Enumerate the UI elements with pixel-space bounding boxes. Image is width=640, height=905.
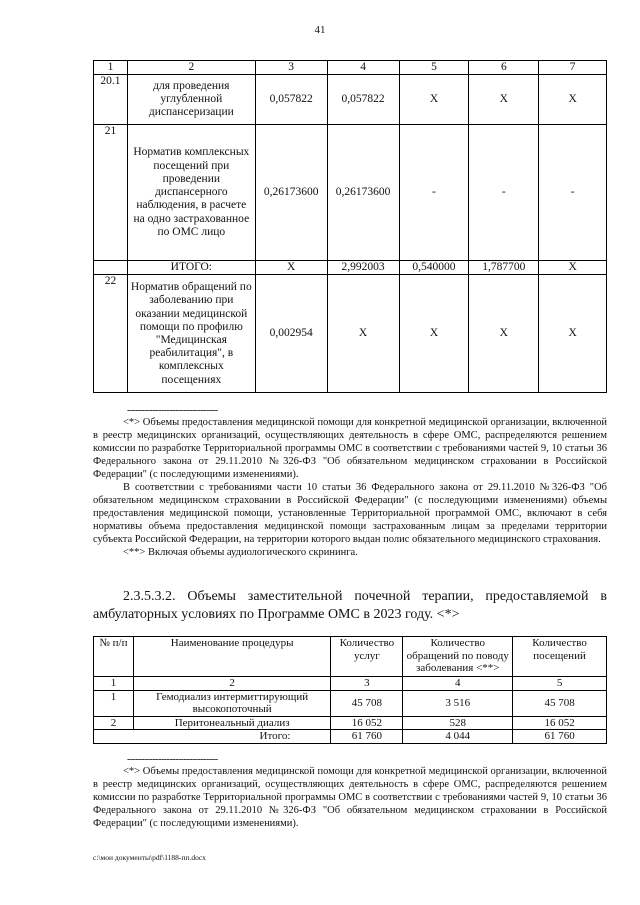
cell: 0,540000 [399,261,469,275]
dialysis-table [93,636,607,744]
number-cell: 4 [403,677,513,691]
cell: - [469,125,539,261]
table-total-row [94,261,607,275]
row-name: ИТОГО: [127,261,255,275]
row-id: 20.1 [94,75,128,125]
header-cell: 6 [469,61,539,75]
cell: 0,057822 [327,75,399,125]
cell: 16 052 [513,716,607,730]
cell: 61 760 [331,730,403,744]
header-cell: 7 [539,61,607,75]
header-cell: 1 [94,61,128,75]
total-label: Итого: [94,730,331,744]
row-name: Норматив обращений по заболеванию при оказании медицинской помощи по профилю "Медицинская реабилитация", в комплексных посещениях [127,275,255,393]
footnote-double-star: <**> Включая объемы аудиологического скрининга. [123,547,358,558]
table-row [94,75,607,125]
page-number: 41 [314,24,326,36]
footnote-star: <*> Объемы предоставления медицинской помощи для конкретной медицинской организации, включенной в реестр медицинских организаций, осуществляющих деятельность в сфере ОМС, распределяются решением комиссии по разработке Территориальной программы ОМС в соответствии с требованиями частей 9, 10 статьи 36 Федерального закона от 29.11.2010 №326-ФЗ "Об обязательном медицинском страховании в Российской Федерации" (с последующими изменениями). [93,766,607,829]
section-heading: 2.3.5.3.2. Объемы заместительной почечной терапии, предоставляемой в амбулаторных условиях по Программе ОМС в 2023 году. <*> [93,589,607,622]
footnote-separator: -------------------------------- [127,405,218,416]
cell: - [539,125,607,261]
row-number: 2 [94,716,134,730]
row-number: 1 [94,690,134,716]
table-header-row [94,61,607,75]
cell: - [399,125,469,261]
header-cell: 4 [327,61,399,75]
cell: X [469,275,539,393]
cell: 3 516 [403,690,513,716]
table-row [94,690,607,716]
number-cell: 3 [331,677,403,691]
cell: X [539,261,607,275]
header-cell: 3 [255,61,327,75]
table-row [94,125,607,261]
cell: 2,992003 [327,261,399,275]
number-cell: 5 [513,677,607,691]
cell: 45 708 [513,690,607,716]
cell: 528 [403,716,513,730]
cell: X [399,275,469,393]
footnote-paragraph: В соответствии с требованиями части 10 статьи 36 Федерального закона от 29.11.2010 №326-ФЗ "Об обязательном медицинском страховании в Российской Федерации" (с последующими изменениями) объемы предоставления медицинской помощи, установленные Территориальной программой ОМС, включают в себя нормативы объема предоставления медицинской помощи застрахованным лицам за пределами территории субъекта Российской Федерации, на территории которого выдан полис обязательного медицинского страхования. [93,482,607,545]
cell: X [469,75,539,125]
header-cell: 2 [127,61,255,75]
table-header-row [94,637,607,677]
cell: 1,787700 [469,261,539,275]
footnotes-block [93,416,607,559]
header-cell: Наименование процедуры [133,637,331,677]
cell: 61 760 [513,730,607,744]
number-cell: 2 [133,677,331,691]
norms-table [93,60,607,393]
header-cell: Количество обращений по поводу заболевания <**> [403,637,513,677]
cell: 45 708 [331,690,403,716]
cell: 0,26173600 [327,125,399,261]
footnotes-block [93,765,607,830]
cell: 16 052 [331,716,403,730]
cell: X [327,275,399,393]
header-cell: Количество посещений [513,637,607,677]
row-name: Норматив комплексных посещений при проведении диспансерного наблюдения, в расчете на одно застрахованное по ОМС лицо [127,125,255,261]
footer-path: c:\мои документы\pdf\1188-пп.docx [93,853,206,862]
cell: 0,002954 [255,275,327,393]
table-total-row [94,730,607,744]
row-name: для проведения углубленной диспансеризации [127,75,255,125]
row-id: 22 [94,275,128,393]
table-row [94,716,607,730]
cell: 0,26173600 [255,125,327,261]
cell: 4 044 [403,730,513,744]
table-row [94,275,607,393]
footnote-star: <*> Объемы предоставления медицинской помощи для конкретной медицинской организации, включенной в реестр медицинских организаций, осуществляющих деятельность в сфере ОМС, распределяются решением комиссии по разработке Территориальной программы ОМС в соответствии с требованиями частей 9, 10 статьи 36 Федерального закона от 29.11.2010 №326-ФЗ "Об обязательном медицинском страховании в Российской Федерации" (с последующими изменениями). [93,417,607,480]
row-id [94,261,128,275]
cell: X [539,75,607,125]
row-name: Перитонеальный диализ [133,716,331,730]
cell: 0,057822 [255,75,327,125]
row-name: Гемодиализ интермиттирующий высокопоточный [133,690,331,716]
header-cell: 5 [399,61,469,75]
cell: X [539,275,607,393]
cell: X [255,261,327,275]
header-cell: № п/п [94,637,134,677]
number-cell: 1 [94,677,134,691]
footnote-separator: -------------------------------- [127,754,218,765]
table-number-row [94,677,607,691]
cell: X [399,75,469,125]
header-cell: Количество услуг [331,637,403,677]
row-id: 21 [94,125,128,261]
